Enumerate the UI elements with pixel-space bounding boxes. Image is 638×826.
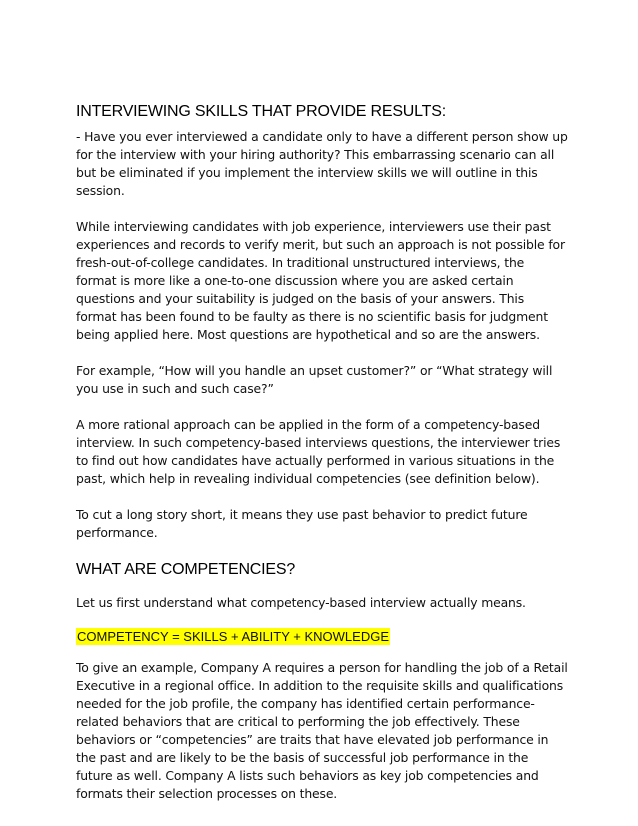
- paragraph-competency-intro: Let us first understand what competency-based interview actually means.: [76, 595, 526, 610]
- formula-line: [76, 626, 568, 646]
- section-heading-competencies: WHAT ARE COMPETENCIES?: [76, 561, 296, 578]
- paragraph-unstructured-interviews: While interviewing candidates with job experience, interviewers use their past experiences and records to verify merit, but such an approach is not possible for fresh-out-of-college candidates. In traditional unstructured interviews, the format is more like a one-to-one discussion where you are asked certain questions and your suitability is judged on the basis of your answers. This format has been found to be faulty as there is no scientific basis for judgment being applied here. Most questions are hypothetical and so are the answers.: [76, 219, 565, 342]
- paragraph-competency-approach: A more rational approach can be applied in the form of a competency-based interview. In such competency-based interviews questions, the interviewer tries to find out how candidates have actually performed in various situations in the past, which help in revealing individual competencies (see definition below).: [76, 417, 561, 486]
- paragraph-summary: To cut a long story short, it means they use past behavior to predict future performance.: [76, 507, 528, 540]
- paragraph-company-example: To give an example, Company A requires a person for handling the job of a Retail Executive in a regional office. In addition to the requisite skills and qualifications needed for the job profile, the company has identified certain performance-related behaviors that are critical to performing the job effectively. These behaviors or “competencies” are traits that have elevated job performance in the past and are likely to be the basis of successful job performance in the future as well. Company A lists such behaviors as key job competencies and formats their selection processes on these.: [76, 660, 568, 801]
- paragraph-example-questions: For example, “How will you handle an upset customer?” or “What strategy will you use in such and such case?”: [76, 363, 553, 396]
- highlighted-formula: COMPETENCY = SKILLS + ABILITY + KNOWLEDGE: [77, 629, 389, 644]
- document-page: [76, 96, 568, 803]
- paragraph-intro: - Have you ever interviewed a candidate only to have a different person show up for the interview with your hiring authority? This embarrassing scenario can all but be eliminated if you implement the interview skills we will outline in this session.: [76, 129, 568, 198]
- section-heading-interviewing-skills: INTERVIEWING SKILLS THAT PROVIDE RESULTS:: [76, 103, 446, 120]
